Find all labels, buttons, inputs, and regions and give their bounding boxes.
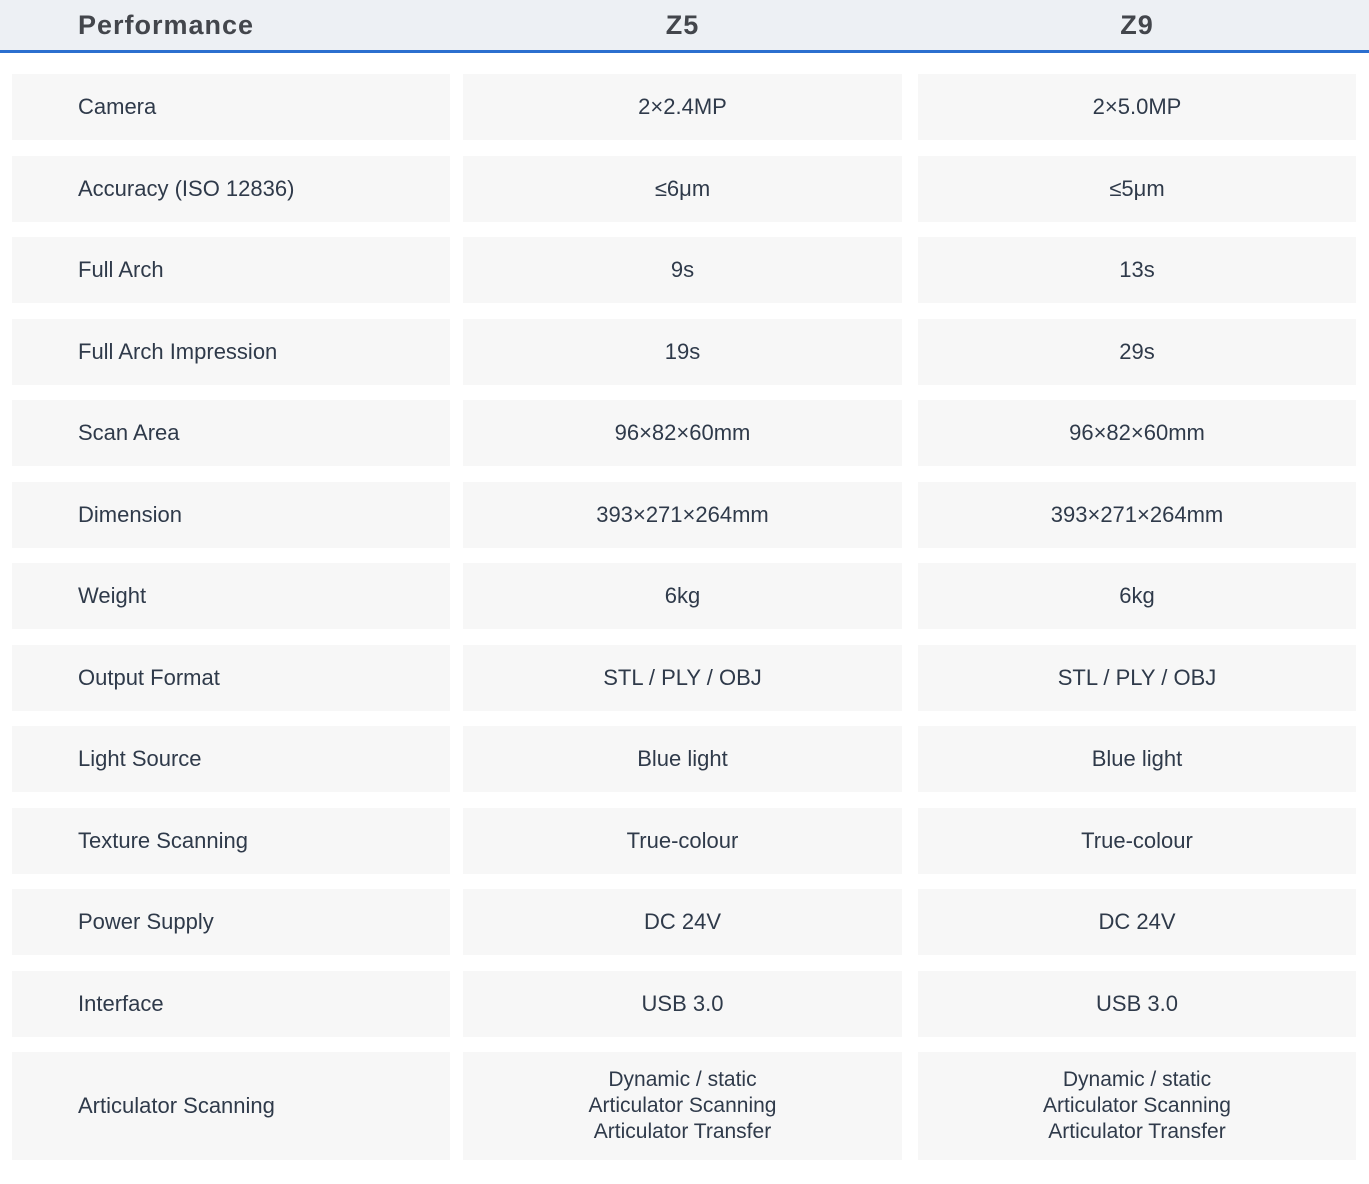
table-row bbox=[12, 808, 1356, 874]
z5-value: STL / PLY / OBJ bbox=[463, 645, 902, 711]
z5-value-line: Dynamic / static bbox=[608, 1068, 757, 1091]
table-row bbox=[12, 482, 1356, 548]
spec-label: Articulator Scanning bbox=[12, 1052, 450, 1160]
spec-label: Full Arch Impression bbox=[12, 319, 450, 385]
z9-value: 96×82×60mm bbox=[918, 400, 1356, 466]
z5-value: 393×271×264mm bbox=[463, 482, 902, 548]
spec-label: Scan Area bbox=[12, 400, 450, 466]
z5-value: ≤6μm bbox=[463, 156, 902, 222]
z9-value: 6kg bbox=[918, 563, 1356, 629]
spec-label: Power Supply bbox=[12, 889, 450, 955]
z9-value-line: Dynamic / static bbox=[1062, 1068, 1212, 1091]
z9-value bbox=[918, 1052, 1356, 1160]
z5-value: True-colour bbox=[463, 808, 902, 874]
z5-value: 96×82×60mm bbox=[463, 400, 902, 466]
z5-value: Blue light bbox=[463, 726, 902, 792]
header-performance: Performance bbox=[78, 10, 255, 40]
z9-value: 13s bbox=[918, 237, 1356, 303]
z5-value-line: Articulator Scanning bbox=[588, 1094, 777, 1117]
z5-value bbox=[463, 1052, 902, 1160]
z9-value-line: Articulator Transfer bbox=[1048, 1120, 1226, 1143]
z9-value: ≤5μm bbox=[918, 156, 1356, 222]
z5-value: 2×2.4MP bbox=[463, 74, 902, 140]
spec-label: Full Arch bbox=[12, 237, 450, 303]
z9-value: Blue light bbox=[918, 726, 1356, 792]
spec-label: Interface bbox=[12, 971, 450, 1037]
z5-value: 19s bbox=[463, 319, 902, 385]
z5-value: 9s bbox=[463, 237, 902, 303]
table-row bbox=[12, 563, 1356, 629]
z9-value: STL / PLY / OBJ bbox=[918, 645, 1356, 711]
table-row bbox=[12, 237, 1356, 303]
header-z5: Z5 bbox=[665, 10, 700, 40]
z5-value: DC 24V bbox=[463, 889, 902, 955]
table-header bbox=[0, 0, 1369, 53]
table-row bbox=[12, 319, 1356, 385]
z5-value: 6kg bbox=[463, 563, 902, 629]
table-row bbox=[12, 726, 1356, 792]
table-row bbox=[12, 1052, 1356, 1160]
z9-value: 393×271×264mm bbox=[918, 482, 1356, 548]
spec-label: Weight bbox=[12, 563, 450, 629]
spec-label: Accuracy (ISO 12836) bbox=[12, 156, 450, 222]
z9-value: True-colour bbox=[918, 808, 1356, 874]
spec-label: Output Format bbox=[12, 645, 450, 711]
spec-table bbox=[12, 74, 1356, 1176]
spec-label: Texture Scanning bbox=[12, 808, 450, 874]
table-row bbox=[12, 400, 1356, 466]
header-z9: Z9 bbox=[1120, 10, 1154, 40]
z9-value: USB 3.0 bbox=[918, 971, 1356, 1037]
z5-value-line: Articulator Transfer bbox=[593, 1120, 772, 1143]
z5-value: USB 3.0 bbox=[463, 971, 902, 1037]
table-row bbox=[12, 971, 1356, 1037]
spec-label: Light Source bbox=[12, 726, 450, 792]
spec-label: Dimension bbox=[12, 482, 450, 548]
table-row bbox=[12, 74, 1356, 140]
z9-value: DC 24V bbox=[918, 889, 1356, 955]
z9-value-line: Articulator Scanning bbox=[1043, 1094, 1231, 1117]
spec-label: Camera bbox=[12, 74, 450, 140]
table-row bbox=[12, 889, 1356, 955]
table-row bbox=[12, 156, 1356, 222]
z9-value: 29s bbox=[918, 319, 1356, 385]
table-row bbox=[12, 645, 1356, 711]
z9-value: 2×5.0MP bbox=[918, 74, 1356, 140]
